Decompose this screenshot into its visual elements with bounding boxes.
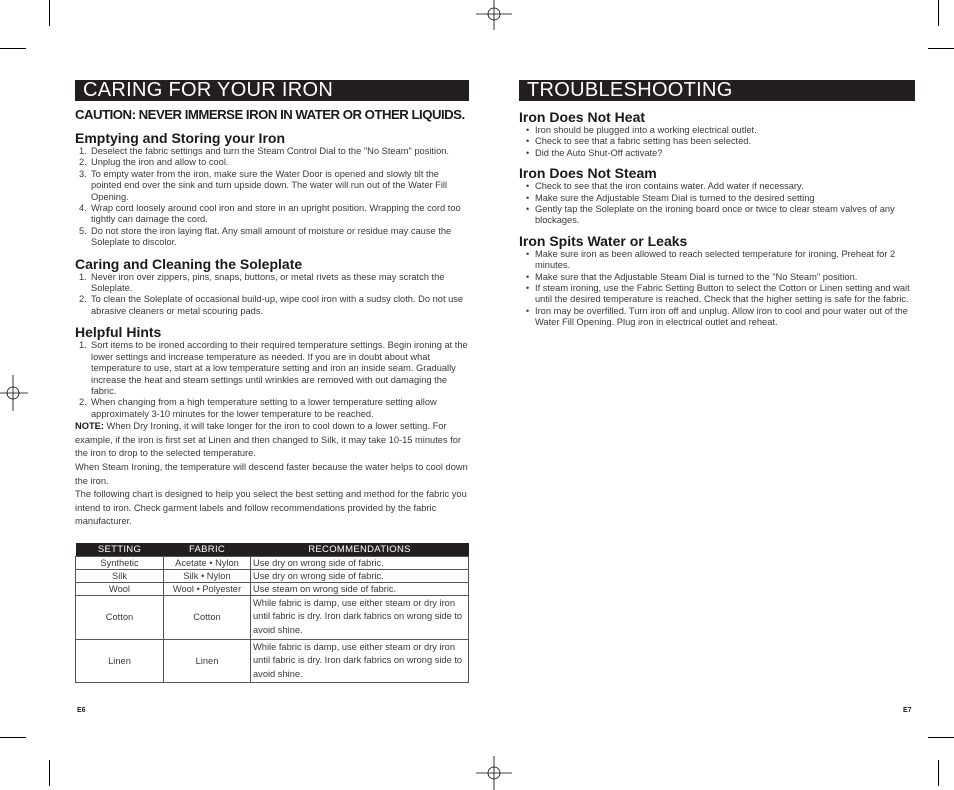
caring-for-your-iron-section bbox=[75, 80, 469, 683]
spits-water-list bbox=[519, 249, 915, 329]
list-item: 2. Unplug the iron and allow to cool. bbox=[79, 157, 229, 168]
table-cell: Silk bbox=[76, 569, 164, 582]
list-item: • Iron should be plugged into a working electrical outlet. bbox=[526, 125, 757, 135]
table-row bbox=[76, 569, 469, 582]
list-item: • Make sure that the Adjustable Steam Dial is turned to the "No Steam" position. bbox=[526, 271, 858, 282]
column-header-setting: SETTING bbox=[76, 543, 164, 557]
list-item: • Make sure the Adjustable Steam Dial is turned to the desired setting bbox=[526, 192, 815, 203]
heading-soleplate: Caring and Cleaning the Soleplate bbox=[75, 255, 303, 272]
table-row bbox=[76, 639, 469, 683]
list-item: • Check to see that a fabric setting has been selected. bbox=[526, 136, 752, 147]
table-cell: Wool bbox=[76, 582, 164, 595]
list-item: 1. Sort items to be ironed according to their required temperature settings. Begin ironing at the lower settings and increase temperature as needed. If you are in doubt about what temperature to use, start at a low temperature setting and iron an inside seam. Gradually increase the heat and steam settings until wrinkles are removed with out damaging the fabric. bbox=[79, 340, 468, 396]
list-item: 3. To empty water from the iron, make sure the Water Door is opened and slowly tilt the pointed end over the sink and turn upside down. The water will run out of the Water Fill Opening. bbox=[79, 168, 448, 202]
list-item: 2. To clean the Soleplate of occasional build-up, wipe cool iron with a sudsy cloth. Do not use abrasive cleaners or metal scouring pads. bbox=[79, 294, 464, 316]
list-item: • If steam ironing, use the Fabric Setting Button to select the Cotton or Linen setting and wait until the desired temperature is reached. Check that the higher setting is safe for the fabric. bbox=[526, 283, 910, 305]
registration-mark-icon bbox=[476, 754, 512, 790]
table-cell: Acetate • Nylon bbox=[164, 556, 251, 569]
table-cell: Linen bbox=[76, 639, 164, 683]
table-cell: Use steam on wrong side of fabric. bbox=[251, 582, 469, 595]
helpful-hints-list bbox=[75, 340, 469, 420]
table-row bbox=[76, 556, 469, 569]
table-cell: Use dry on wrong side of fabric. bbox=[251, 556, 469, 569]
heading-helpful-hints: Helpful Hints bbox=[75, 324, 162, 341]
caution-warning: CAUTION: NEVER IMMERSE IRON IN WATER OR OTHER LIQUIDS. bbox=[75, 107, 465, 122]
table-cell: Cotton bbox=[164, 595, 251, 639]
heading-spits-water: Iron Spits Water or Leaks bbox=[519, 232, 688, 249]
registration-mark-icon bbox=[476, 0, 512, 36]
crop-mark bbox=[938, 760, 939, 786]
list-item: • Gently tap the Soleplate on the ironing board once or twice to clear steam valves of any blockages. bbox=[526, 204, 895, 226]
table-cell: While fabric is damp, use either steam or dry iron until fabric is dry. Iron dark fabrics on wrong side to avoid shine. bbox=[251, 639, 469, 683]
does-not-steam-list bbox=[519, 181, 915, 227]
fabric-settings-table bbox=[75, 543, 469, 684]
table-row bbox=[76, 595, 469, 639]
section-title-caring: CARING FOR YOUR IRON bbox=[75, 80, 469, 101]
crop-mark bbox=[49, 760, 50, 786]
emptying-storing-list bbox=[75, 146, 469, 249]
crop-mark bbox=[938, 0, 939, 26]
list-item: 2. When changing from a high temperature setting to a lower temperature setting allow approximately 3-10 minutes for the lower temperature to be reached. bbox=[79, 397, 437, 419]
table-cell: While fabric is damp, use either steam or dry iron until fabric is dry. Iron dark fabrics on wrong side to avoid shine. bbox=[251, 595, 469, 639]
table-cell: Silk • Nylon bbox=[164, 569, 251, 582]
registration-mark-icon bbox=[0, 375, 36, 411]
crop-mark bbox=[928, 737, 954, 738]
table-cell: Use dry on wrong side of fabric. bbox=[251, 569, 469, 582]
crop-mark bbox=[49, 0, 50, 26]
list-item: 4. Wrap cord loosely around cool iron and store in an upright position. Wrapping the cord too tightly can damage the cord. bbox=[79, 203, 461, 225]
list-item: • Iron may be overfilled. Turn iron off and unplug. Allow iron to cool and pour water out of the Water Fill Opening. Plug iron in electrical outlet and reheat. bbox=[526, 305, 908, 328]
note-paragraph: NOTE: When Dry Ironing, it will take longer for the iron to cool down to a lower setting. For example, if the iron is first set at Linen and then changed to Silk, it may take 10-15 minutes for the iron to drop to the selected temperature. bbox=[75, 421, 462, 459]
list-item: • Check to see that the iron contains water. Add water if necessary. bbox=[526, 181, 804, 192]
crop-mark bbox=[0, 48, 26, 49]
list-item: 1. Deselect the fabric settings and turn the Steam Control Dial to the "No Steam" position. bbox=[79, 146, 449, 156]
heading-emptying-storing: Emptying and Storing your Iron bbox=[75, 130, 285, 146]
chart-intro-paragraph: The following chart is designed to help you select the best setting and method for the fabric you intend to iron. Check garment labels and follow recommendations provided by the fabric manufacturer. bbox=[75, 489, 467, 527]
page-number-right: E7 bbox=[903, 707, 912, 714]
table-cell: Wool • Polyester bbox=[164, 582, 251, 595]
crop-mark bbox=[928, 48, 954, 49]
column-header-recommendations: RECOMMENDATIONS bbox=[251, 543, 469, 557]
crop-mark bbox=[0, 737, 26, 738]
heading-does-not-heat: Iron Does Not Heat bbox=[519, 109, 646, 125]
table-header-row bbox=[76, 543, 469, 557]
list-item: • Make sure iron as been allowed to reach selected temperature for ironing. Preheat for 2 minutes. bbox=[526, 248, 896, 271]
steam-ironing-paragraph: When Steam Ironing, the temperature will descend faster because the water helps to cool down the iron. bbox=[75, 461, 468, 486]
section-title-troubleshooting: TROUBLESHOOTING bbox=[519, 80, 915, 101]
table-cell: Synthetic bbox=[76, 556, 164, 569]
heading-does-not-steam: Iron Does Not Steam bbox=[519, 165, 657, 182]
table-cell: Cotton bbox=[76, 595, 164, 639]
list-item: 5. Do not store the iron laying flat. Any small amount of moisture or residue may cause the Soleplate to discolor. bbox=[79, 225, 452, 248]
note-label: NOTE: bbox=[75, 421, 104, 432]
list-item: 1. Never iron over zippers, pins, snaps, buttons, or metal rivets as these may scratch the Soleplate. bbox=[79, 271, 445, 294]
table-row bbox=[76, 582, 469, 595]
table-cell: Linen bbox=[164, 639, 251, 683]
soleplate-list bbox=[75, 272, 469, 318]
does-not-heat-list bbox=[519, 125, 915, 159]
column-header-fabric: FABRIC bbox=[164, 543, 251, 557]
troubleshooting-section bbox=[519, 80, 915, 329]
list-item: • Did the Auto Shut-Off activate? bbox=[526, 147, 663, 158]
page-number-left: E6 bbox=[77, 707, 86, 714]
